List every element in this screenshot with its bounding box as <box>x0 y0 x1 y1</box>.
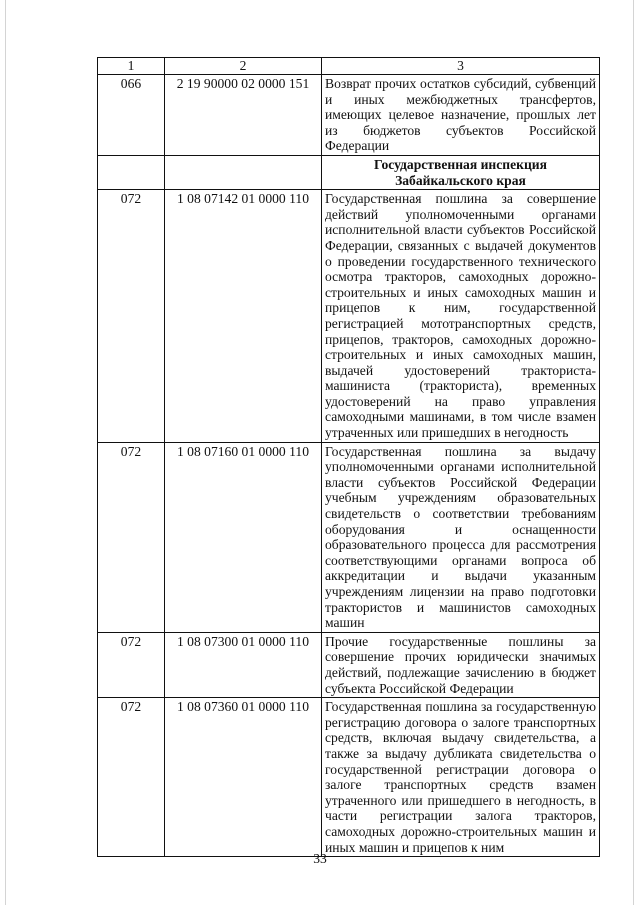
header-col-1: 1 <box>98 58 165 75</box>
kbk-cell: 1 08 07142 01 0000 110 <box>165 190 322 443</box>
kbk-cell: 1 08 07300 01 0000 110 <box>165 632 322 697</box>
kbk-cell: 2 19 90000 02 0000 151 <box>165 75 322 156</box>
section-title: Государственная инспекция Забайкальского края <box>322 155 600 189</box>
admin-code-cell: 072 <box>98 632 165 697</box>
kbk-cell <box>165 155 322 189</box>
revenue-codes-table <box>97 57 600 857</box>
table-row <box>98 442 600 632</box>
header-col-2: 2 <box>165 58 322 75</box>
table-row <box>98 190 600 443</box>
table-row <box>98 698 600 857</box>
admin-code-cell: 072 <box>98 442 165 632</box>
page-edge-right <box>633 0 634 905</box>
table-row <box>98 75 600 156</box>
description-cell: Государственная пошлина за государственную регистрацию договора о залоге транспортных средств, включая выдачу свидетельства, а также за выдачу дубликата свидетельства о государственной регистрации договора о залоге транспортных средств взамен утраченного или пришедшего в негодность, в части регистрации залога тракторов, самоходных дорожно-строительных машин и иных машин и прицепов к ним <box>322 698 600 857</box>
description-cell: Государственная пошлина за выдачу уполномоченными органами исполнительной власти субъектов Российской Федерации учебным учреждениям образовательных свидетельств о соответствии требованиям оборудования и оснащенности образовательного процесса для рассмотрения соответствующими органами вопроса об аккредитации и выдачи указанным учреждениям лицензии на право подготовки трактористов и машинистов самоходных машин <box>322 442 600 632</box>
header-col-3: 3 <box>322 58 600 75</box>
section-row <box>98 155 600 189</box>
table-row <box>98 632 600 697</box>
description-cell: Прочие государственные пошлины за совершение прочих юридически значимых действий, подлежащие зачислению в бюджет субъекта Российской Федерации <box>322 632 600 697</box>
kbk-cell: 1 08 07360 01 0000 110 <box>165 698 322 857</box>
kbk-cell: 1 08 07160 01 0000 110 <box>165 442 322 632</box>
page-edge-left <box>5 0 6 905</box>
admin-code-cell: 072 <box>98 698 165 857</box>
description-cell: Возврат прочих остатков субсидий, субвенций и иных межбюджетных трансфертов, имеющих целевое назначение, прошлых лет из бюджетов субъектов Российской Федерации <box>322 75 600 156</box>
page-number: 33 <box>313 851 327 866</box>
description-cell: Государственная пошлина за совершение действий уполномоченными органами исполнительной власти субъектов Российской Федерации, связанных с выдачей документов о проведении государственного технического осмотра тракторов, самоходных дорожно-строительных и иных самоходных машин и прицепов к ним, государственной регистрацией мототранспортных средств, прицепов, тракторов, самоходных дорожно-строительных и иных самоходных машин, выдачей удостоверений тракториста-машиниста (тракториста), временных удостоверений на право управления самоходными машинами, в том числе взамен утраченных или пришедших в негодность <box>322 190 600 443</box>
admin-code-cell: 072 <box>98 190 165 443</box>
admin-code-cell <box>98 155 165 189</box>
table-header-row <box>98 58 600 75</box>
admin-code-cell: 066 <box>98 75 165 156</box>
